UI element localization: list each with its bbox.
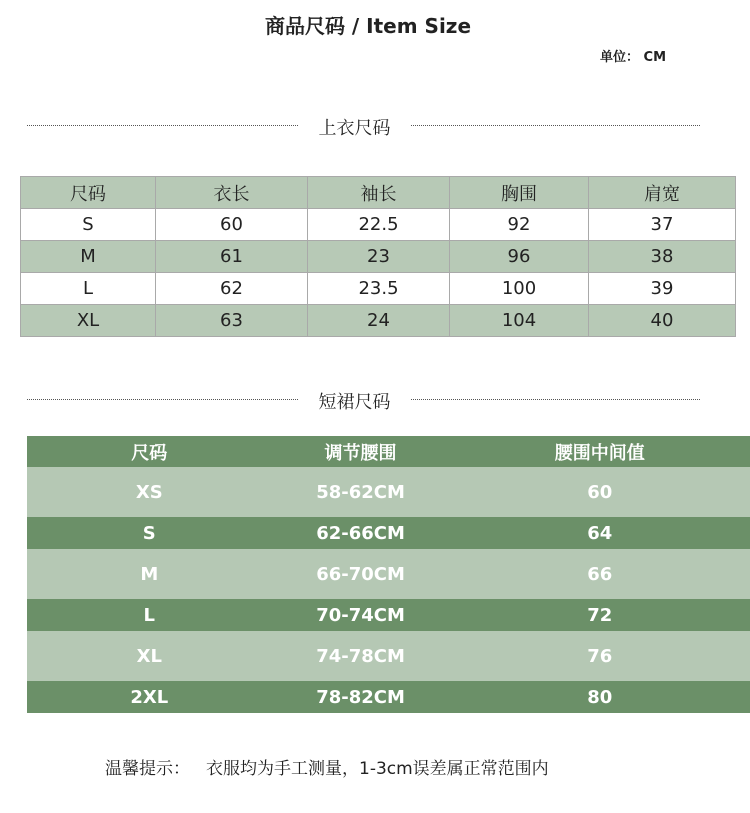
chest-cell: 96 <box>450 241 589 273</box>
waist-mid-cell: 72 <box>450 599 750 631</box>
size-cell: L <box>27 599 272 631</box>
table-row <box>27 467 750 517</box>
note-text: 衣服均为手工测量，1-3cm误差属正常范围内 <box>206 759 549 779</box>
table-row <box>27 517 750 549</box>
size-cell: XL <box>21 305 156 337</box>
divider-right <box>411 125 700 126</box>
size-cell: S <box>21 209 156 241</box>
sleeve-cell: 24 <box>308 305 450 337</box>
sleeve-cell: 23 <box>308 241 450 273</box>
header-cell: 肩宽 <box>589 177 736 209</box>
waist-range-cell: 78-82CM <box>272 681 450 713</box>
header-cell: 衣长 <box>156 177 308 209</box>
size-cell: 2XL <box>27 681 272 713</box>
page-title: 商品尺码 / Item Size <box>264 14 472 38</box>
unit-label: 单位： CM <box>600 50 667 65</box>
size-cell: M <box>21 241 156 273</box>
measurement-note <box>105 754 549 779</box>
table-header-row <box>21 177 736 209</box>
length-cell: 62 <box>156 273 308 305</box>
table-row <box>21 273 736 305</box>
waist-range-cell: 70-74CM <box>272 599 450 631</box>
size-cell: XL <box>27 631 272 681</box>
waist-mid-cell: 64 <box>450 517 750 549</box>
size-cell: S <box>27 517 272 549</box>
divider-left <box>27 399 298 400</box>
waist-range-cell: 66-70CM <box>272 549 450 599</box>
length-cell: 61 <box>156 241 308 273</box>
chest-cell: 104 <box>450 305 589 337</box>
top-size-heading <box>0 111 750 141</box>
length-cell: 60 <box>156 209 308 241</box>
length-cell: 63 <box>156 305 308 337</box>
top-size-heading-label: 上衣尺码 <box>318 118 391 139</box>
header-cell: 调节腰围 <box>272 436 450 467</box>
skirt-size-table <box>27 436 750 713</box>
shoulder-cell: 38 <box>589 241 736 273</box>
table-row <box>27 681 750 713</box>
shoulder-cell: 37 <box>589 209 736 241</box>
sleeve-cell: 22.5 <box>308 209 450 241</box>
top-size-table <box>20 176 736 337</box>
waist-mid-cell: 76 <box>450 631 750 681</box>
size-cell: L <box>21 273 156 305</box>
waist-range-cell: 74-78CM <box>272 631 450 681</box>
waist-range-cell: 62-66CM <box>272 517 450 549</box>
shoulder-cell: 39 <box>589 273 736 305</box>
divider-right <box>411 399 700 400</box>
size-cell: M <box>27 549 272 599</box>
size-cell: XS <box>27 467 272 517</box>
divider-left <box>27 125 298 126</box>
table-row <box>27 599 750 631</box>
table-row <box>21 241 736 273</box>
note-label: 温馨提示： <box>105 759 190 779</box>
skirt-size-heading-label: 短裙尺码 <box>318 392 391 413</box>
waist-mid-cell: 66 <box>450 549 750 599</box>
waist-mid-cell: 60 <box>450 467 750 517</box>
waist-range-cell: 58-62CM <box>272 467 450 517</box>
table-header-row <box>27 436 750 467</box>
table-row <box>27 549 750 599</box>
waist-mid-cell: 80 <box>450 681 750 713</box>
table-row <box>27 631 750 681</box>
header-cell: 胸围 <box>450 177 589 209</box>
header-cell: 尺码 <box>21 177 156 209</box>
header-cell: 腰围中间值 <box>450 436 750 467</box>
table-row <box>21 209 736 241</box>
table-row <box>21 305 736 337</box>
skirt-size-heading <box>0 385 750 415</box>
shoulder-cell: 40 <box>589 305 736 337</box>
chest-cell: 100 <box>450 273 589 305</box>
sleeve-cell: 23.5 <box>308 273 450 305</box>
header-cell: 袖长 <box>308 177 450 209</box>
chest-cell: 92 <box>450 209 589 241</box>
header-cell: 尺码 <box>27 436 272 467</box>
